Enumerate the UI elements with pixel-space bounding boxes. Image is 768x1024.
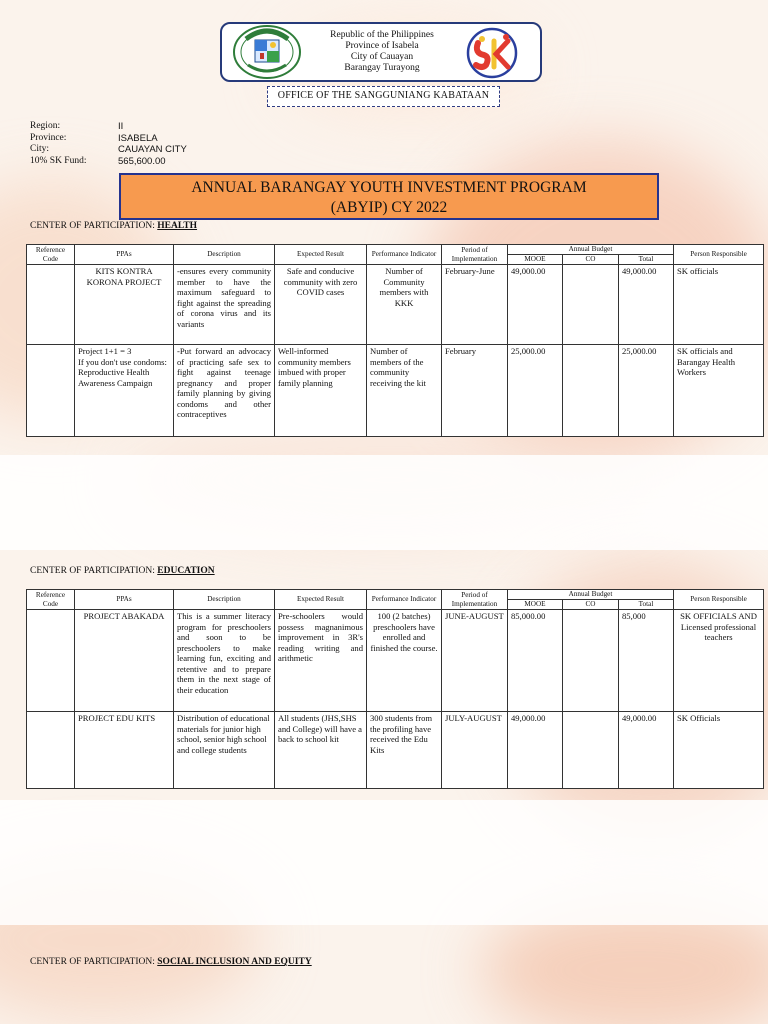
cell-desc: -Put forward an advocacy of practicing safe sex to fight against teenage pregnancy and proper family planning by giving condoms and other contraceptives bbox=[174, 345, 275, 437]
cell-indicator: 100 (2 batches) preschoolers have enrolled and finished the course. bbox=[367, 610, 442, 712]
col-mooe: MOOE bbox=[508, 255, 563, 265]
cell-desc: This is a summer literacy program for preschoolers and soon to be preschoolers to make learning fun, exciting and retentive and to prepare them in the next stage of their education bbox=[174, 610, 275, 712]
cell-co bbox=[563, 265, 619, 345]
cell-person: SK OFFICIALS AND Licensed professional teachers bbox=[674, 610, 764, 712]
title-line-1: ANNUAL BARANGAY YOUTH INVESTMENT PROGRAM bbox=[191, 179, 587, 196]
cell-mooe: 49,000.00 bbox=[508, 712, 563, 789]
col-total: Total bbox=[619, 255, 674, 265]
col-co: CO bbox=[563, 255, 619, 265]
col-result: Expected Result bbox=[275, 590, 367, 610]
sk-fund-value: 565,600.00 bbox=[118, 155, 166, 167]
province-label: Province: bbox=[30, 132, 67, 143]
cell-total: 25,000.00 bbox=[619, 345, 674, 437]
cell-period: JULY-AUGUST bbox=[442, 712, 508, 789]
cell-co bbox=[563, 345, 619, 437]
section-name: HEALTH bbox=[157, 221, 198, 231]
city-value: CAUAYAN CITY bbox=[118, 144, 187, 155]
table-row bbox=[27, 610, 764, 712]
cell-result: Well-informed community members imbued with proper family planning bbox=[275, 345, 367, 437]
table-row bbox=[27, 265, 764, 345]
cell-ref bbox=[27, 345, 75, 437]
cell-desc: Distribution of educational materials for junior high school, senior high school and college students bbox=[174, 712, 275, 789]
education-table bbox=[26, 589, 764, 789]
letterhead-line-1: Republic of the Philippines bbox=[330, 30, 434, 40]
sk-fund-label: 10% SK Fund: bbox=[30, 155, 87, 166]
section-heading-social-inclusion bbox=[30, 957, 312, 967]
col-total: Total bbox=[619, 600, 674, 610]
cell-ppa: Project 1+1 = 3 If you don't use condoms: Reproductive Health Awareness Campaign bbox=[75, 345, 174, 437]
cell-indicator: 300 students from the profiling have received the Edu Kits bbox=[367, 712, 442, 789]
title-line-2: (ABYIP) CY 2022 bbox=[330, 199, 448, 216]
col-person: Person Responsible bbox=[674, 590, 764, 610]
region-info bbox=[30, 121, 187, 167]
col-ppas: PPAs bbox=[75, 590, 174, 610]
cell-ref bbox=[27, 712, 75, 789]
col-ref: Reference Code bbox=[27, 245, 75, 265]
cell-ref bbox=[27, 265, 75, 345]
cell-indicator: Number of members of the community receiving the kit bbox=[367, 345, 442, 437]
section-name: SOCIAL INCLUSION AND EQUITY bbox=[157, 957, 312, 967]
col-ppas: PPAs bbox=[75, 245, 174, 265]
letterhead bbox=[220, 22, 542, 82]
region-value: II bbox=[118, 121, 124, 132]
col-desc: Description bbox=[174, 590, 275, 610]
col-budget: Annual Budget bbox=[508, 590, 674, 600]
col-period: Period of Implementation bbox=[442, 245, 508, 265]
section-heading-health bbox=[30, 221, 197, 231]
section-label: CENTER OF PARTICIPATION: bbox=[30, 566, 158, 576]
sk-logo bbox=[460, 27, 524, 79]
document-title bbox=[119, 173, 659, 220]
cell-total: 49,000.00 bbox=[619, 712, 674, 789]
col-ref: Reference Code bbox=[27, 590, 75, 610]
cell-total: 49,000.00 bbox=[619, 265, 674, 345]
cell-period: February bbox=[442, 345, 508, 437]
cell-ref bbox=[27, 610, 75, 712]
col-desc: Description bbox=[174, 245, 275, 265]
cell-mooe: 85,000.00 bbox=[508, 610, 563, 712]
cell-person: SK officials bbox=[674, 265, 764, 345]
cell-period: February-June bbox=[442, 265, 508, 345]
province-value: ISABELA bbox=[118, 132, 158, 144]
cell-person: SK Officials bbox=[674, 712, 764, 789]
col-indicator: Performance Indicator bbox=[367, 245, 442, 265]
letterhead-line-2: Province of Isabela bbox=[345, 41, 419, 51]
cell-desc: -ensures every community member to have the maximum safeguard to fight against the spreading of corona virus and its variants bbox=[174, 265, 275, 345]
letterhead-text bbox=[306, 30, 458, 74]
cell-total: 85,000 bbox=[619, 610, 674, 712]
section-name: EDUCATION bbox=[157, 566, 215, 576]
col-result: Expected Result bbox=[275, 245, 367, 265]
city-label: City: bbox=[30, 144, 50, 154]
cell-ppa: KITS KONTRA KORONA PROJECT bbox=[75, 265, 174, 345]
col-person: Person Responsible bbox=[674, 245, 764, 265]
cell-mooe: 25,000.00 bbox=[508, 345, 563, 437]
health-table bbox=[26, 244, 764, 437]
cell-co bbox=[563, 610, 619, 712]
cell-person: SK officials and Barangay Health Workers bbox=[674, 345, 764, 437]
cell-period: JUNE-AUGUST bbox=[442, 610, 508, 712]
cell-result: All students (JHS,SHS and College) will have a back to school kit bbox=[275, 712, 367, 789]
barangay-seal-logo bbox=[232, 25, 302, 79]
col-indicator: Performance Indicator bbox=[367, 590, 442, 610]
col-mooe: MOOE bbox=[508, 600, 563, 610]
cell-result: Pre-schoolers would possess magnanimous improvement in 3R's reading writing and arithmetic bbox=[275, 610, 367, 712]
region-label: Region: bbox=[30, 121, 61, 131]
cell-ppa: PROJECT EDU KITS bbox=[75, 712, 174, 789]
table-row bbox=[27, 712, 764, 789]
cell-co bbox=[563, 712, 619, 789]
table-row bbox=[27, 345, 764, 437]
cell-result: Safe and conducive community with zero COVID cases bbox=[275, 265, 367, 345]
col-co: CO bbox=[563, 600, 619, 610]
col-budget: Annual Budget bbox=[508, 245, 674, 255]
section-label: CENTER OF PARTICIPATION: bbox=[30, 221, 158, 231]
section-heading-education bbox=[30, 566, 215, 576]
cell-mooe: 49,000.00 bbox=[508, 265, 563, 345]
letterhead-line-3: City of Cauayan bbox=[350, 52, 414, 62]
cell-indicator: Number of Community members with KKK bbox=[367, 265, 442, 345]
col-period: Period of Implementation bbox=[442, 590, 508, 610]
letterhead-line-4: Barangay Turayong bbox=[344, 63, 420, 73]
section-label: CENTER OF PARTICIPATION: bbox=[30, 957, 158, 967]
office-label: OFFICE OF THE SANGGUNIANG KABATAAN bbox=[267, 86, 500, 107]
cell-ppa: PROJECT ABAKADA bbox=[75, 610, 174, 712]
